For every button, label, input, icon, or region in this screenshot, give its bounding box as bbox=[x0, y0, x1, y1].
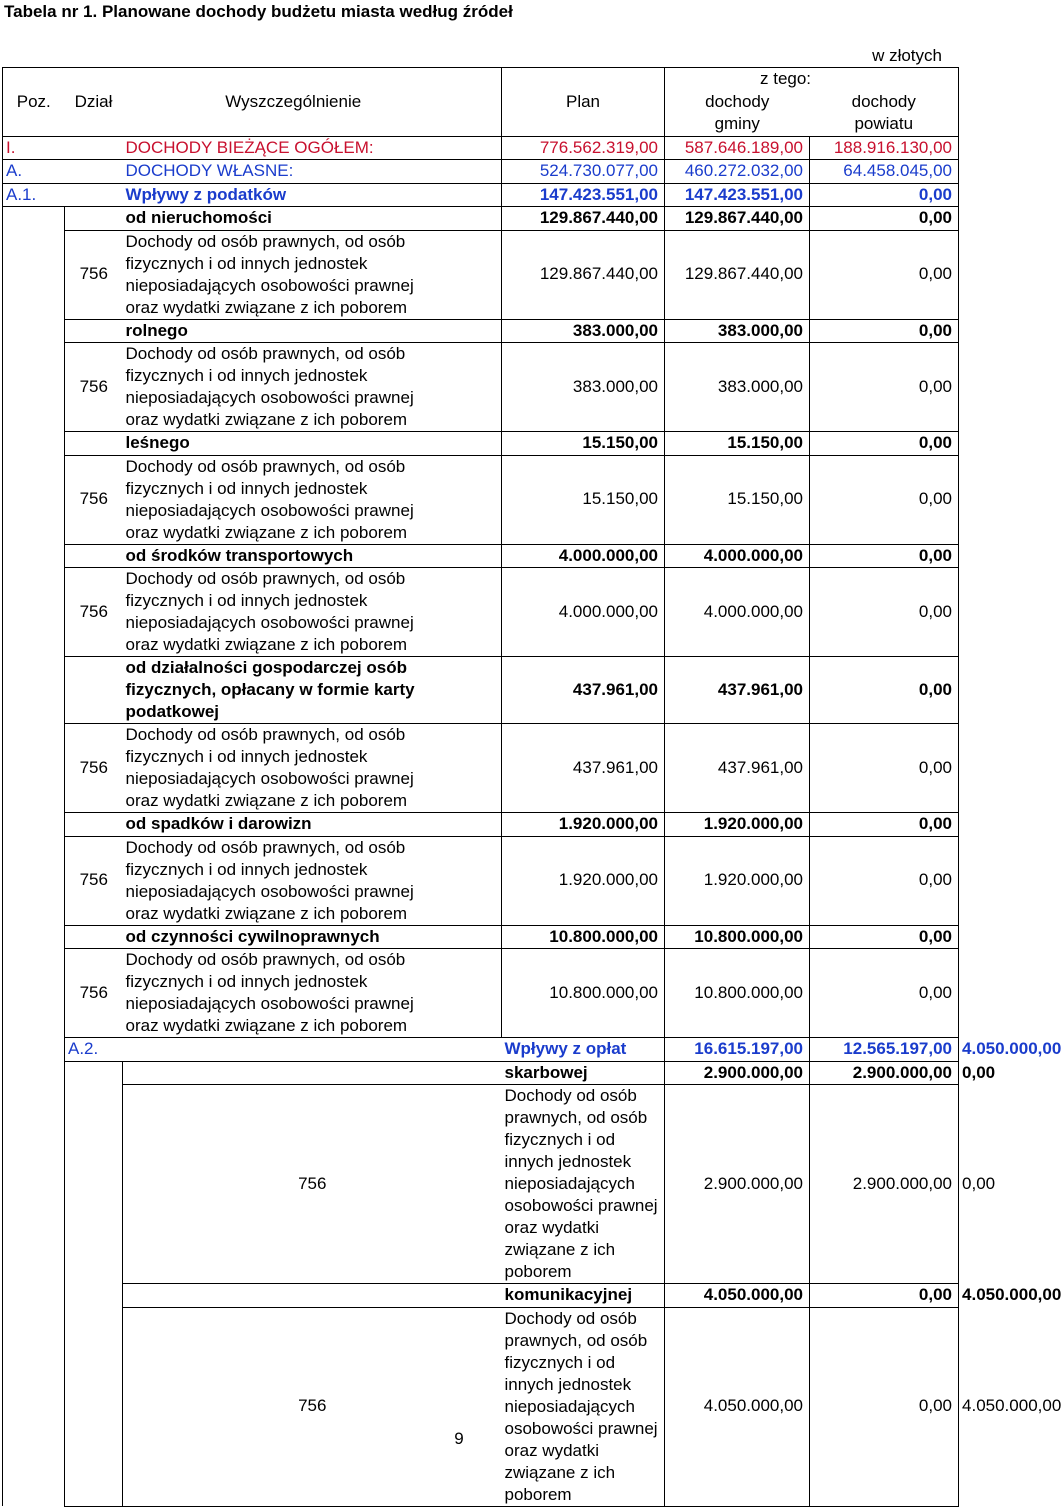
cell-powiatu: 0,00 bbox=[810, 544, 959, 568]
cell-gminy: 4.000.000,00 bbox=[665, 568, 810, 657]
cell-dzial: 756 bbox=[65, 343, 123, 432]
table-row bbox=[3, 432, 959, 456]
cell-gminy: 129.867.440,00 bbox=[665, 230, 810, 319]
table-row bbox=[3, 568, 959, 657]
cell-name: Wpływy z opłat bbox=[502, 1038, 665, 1062]
cell-name: DOCHODY WŁASNE: bbox=[123, 160, 502, 184]
cell-plan: 15.150,00 bbox=[502, 455, 665, 544]
header-row-1 bbox=[3, 68, 959, 91]
table-row bbox=[3, 160, 959, 184]
table-row bbox=[3, 836, 959, 925]
cell-desc: Dochody od osób prawnych, od osób fizycznych i od innych jednostek nieposiadających osobowości prawnej oraz wydatki związane z ich poborem bbox=[123, 568, 502, 657]
cell-dzial: 756 bbox=[65, 230, 123, 319]
cell-plan: 147.423.551,00 bbox=[502, 183, 665, 207]
header-gminy-2: gminy bbox=[665, 113, 810, 136]
cell-powiatu: 0,00 bbox=[810, 568, 959, 657]
cell-name: Wpływy z podatków bbox=[123, 183, 502, 207]
cell-poz: A. bbox=[3, 160, 65, 184]
cell-dzial: 756 bbox=[65, 455, 123, 544]
cell-plan: 4.050.000,00 bbox=[665, 1307, 810, 1506]
cell-powiatu: 0,00 bbox=[810, 207, 959, 231]
cell-dzial: 756 bbox=[65, 949, 123, 1038]
cell-plan: 10.800.000,00 bbox=[502, 949, 665, 1038]
cell-dzial: 756 bbox=[65, 836, 123, 925]
table-title: Tabela nr 1. Planowane dochody budżetu miasta według źródeł bbox=[4, 2, 513, 21]
header-plan: Plan bbox=[502, 91, 665, 114]
cell-plan: 437.961,00 bbox=[502, 724, 665, 813]
cell-gminy: 383.000,00 bbox=[665, 319, 810, 343]
cell-name: od działalności gospodarczej osób fizycznych, opłacany w formie karty podatkowej bbox=[123, 657, 502, 724]
page-number: 9 bbox=[454, 1429, 464, 1448]
cell-desc: Dochody od osób prawnych, od osób fizycznych i od innych jednostek nieposiadających osobowości prawnej oraz wydatki związane z ich poborem bbox=[123, 724, 502, 813]
cell-desc: Dochody od osób prawnych, od osób fizycznych i od innych jednostek nieposiadających osobowości prawnej oraz wydatki związane z ich poborem bbox=[123, 455, 502, 544]
cell-gminy: 2.900.000,00 bbox=[810, 1061, 959, 1085]
table-row bbox=[3, 230, 959, 319]
cell-powiatu: 0,00 bbox=[810, 319, 959, 343]
header-poz: Poz. bbox=[3, 91, 65, 114]
cell-gminy: 4.000.000,00 bbox=[665, 544, 810, 568]
unit-label: w złotych bbox=[872, 46, 942, 65]
cell-gminy: 587.646.189,00 bbox=[665, 136, 810, 160]
cell-powiatu: 0,00 bbox=[810, 949, 959, 1038]
header-powiatu-2: powiatu bbox=[810, 113, 959, 136]
table-row bbox=[3, 813, 959, 837]
cell-plan: 16.615.197,00 bbox=[665, 1038, 810, 1062]
header-z-tego: z tego: bbox=[665, 68, 959, 91]
cell-powiatu: 0,00 bbox=[810, 836, 959, 925]
cell-plan: 4.050.000,00 bbox=[665, 1284, 810, 1308]
cell-plan: 437.961,00 bbox=[502, 657, 665, 724]
cell-plan: 129.867.440,00 bbox=[502, 230, 665, 319]
cell-plan: 4.000.000,00 bbox=[502, 568, 665, 657]
cell-powiatu: 0,00 bbox=[810, 925, 959, 949]
table-row bbox=[3, 544, 959, 568]
header-dzial: Dział bbox=[74, 91, 113, 111]
cell-gminy: 460.272.032,00 bbox=[665, 160, 810, 184]
cell-name: rolnego bbox=[123, 319, 502, 343]
cell-plan: 10.800.000,00 bbox=[502, 925, 665, 949]
cell-plan: 776.562.319,00 bbox=[502, 136, 665, 160]
cell-plan: 2.900.000,00 bbox=[665, 1085, 810, 1284]
cell-poz: A.2. bbox=[65, 1038, 123, 1062]
cell-gminy: 2.900.000,00 bbox=[810, 1085, 959, 1284]
table-row bbox=[3, 949, 959, 1038]
cell-plan: 383.000,00 bbox=[502, 343, 665, 432]
cell-gminy: 0,00 bbox=[810, 1307, 959, 1506]
cell-gminy: 437.961,00 bbox=[665, 657, 810, 724]
cell-plan: 15.150,00 bbox=[502, 432, 665, 456]
table-row bbox=[3, 724, 959, 813]
cell-powiatu: 64.458.045,00 bbox=[810, 160, 959, 184]
cell-name: od spadków i darowizn bbox=[123, 813, 502, 837]
cell-gminy: 15.150,00 bbox=[665, 455, 810, 544]
header-powiatu-1: dochody bbox=[810, 91, 959, 114]
cell-powiatu: 0,00 bbox=[810, 455, 959, 544]
table-row bbox=[3, 925, 959, 949]
cell-plan: 383.000,00 bbox=[502, 319, 665, 343]
cell-name: skarbowej bbox=[502, 1061, 665, 1085]
cell-poz: A.1. bbox=[3, 183, 65, 207]
cell-desc: Dochody od osób prawnych, od osób fizycznych i od innych jednostek nieposiadających osobowości prawnej oraz wydatki związane z ich poborem bbox=[123, 836, 502, 925]
cell-powiatu: 0,00 bbox=[810, 724, 959, 813]
cell-name: od czynności cywilnoprawnych bbox=[123, 925, 502, 949]
cell-gminy: 383.000,00 bbox=[665, 343, 810, 432]
table-row: komunikacyjnej 4.050.000,00 0,00 4.050.000,00 bbox=[3, 1284, 959, 1308]
cell-plan: 2.900.000,00 bbox=[665, 1061, 810, 1085]
cell-gminy: 437.961,00 bbox=[665, 724, 810, 813]
cell-desc: Dochody od osób prawnych, od osób fizycznych i od innych jednostek nieposiadających osobowości prawnej oraz wydatki związane z ich poborem bbox=[123, 949, 502, 1038]
cell-dzial: 756 bbox=[123, 1085, 502, 1284]
header-wyszczegolnienie: Wyszczególnienie bbox=[225, 91, 362, 111]
cell-desc: Dochody od osób prawnych, od osób fizycznych i od innych jednostek nieposiadających osobowości prawnej oraz wydatki związane z ich poborem bbox=[123, 343, 502, 432]
cell-gminy: 15.150,00 bbox=[665, 432, 810, 456]
table-row: 756 Dochody od osób prawnych, od osób fizycznych i od innych jednostek nieposiadających osobowości prawnej oraz wydatki związane z ich poborem 2.900.000,00 2.900.000,00 0,00 bbox=[3, 1085, 959, 1284]
cell-plan: 1.920.000,00 bbox=[502, 813, 665, 837]
cell-gminy: 10.800.000,00 bbox=[665, 949, 810, 1038]
cell-gminy: 10.800.000,00 bbox=[665, 925, 810, 949]
cell-desc: Dochody od osób prawnych, od osób fizycznych i od innych jednostek nieposiadających osobowości prawnej oraz wydatki związane z ich poborem bbox=[502, 1085, 665, 1284]
cell-desc: Dochody od osób prawnych, od osób fizycznych i od innych jednostek nieposiadających osobowości prawnej oraz wydatki związane z ich poborem bbox=[123, 230, 502, 319]
table-row bbox=[3, 207, 959, 231]
table-row: skarbowej 2.900.000,00 2.900.000,00 0,00 bbox=[3, 1061, 959, 1085]
cell-gminy: 147.423.551,00 bbox=[665, 183, 810, 207]
cell-plan: 4.000.000,00 bbox=[502, 544, 665, 568]
cell-gminy: 0,00 bbox=[810, 1284, 959, 1308]
cell-powiatu: 0,00 bbox=[810, 230, 959, 319]
cell-gminy: 1.920.000,00 bbox=[665, 836, 810, 925]
cell-gminy: 1.920.000,00 bbox=[665, 813, 810, 837]
cell-powiatu: 0,00 bbox=[810, 657, 959, 724]
cell-name: od środków transportowych bbox=[123, 544, 502, 568]
cell-powiatu: 0,00 bbox=[810, 183, 959, 207]
cell-name: komunikacyjnej bbox=[502, 1284, 665, 1308]
cell-powiatu: 0,00 bbox=[810, 813, 959, 837]
cell-gminy: 129.867.440,00 bbox=[665, 207, 810, 231]
header-row-2 bbox=[3, 91, 959, 114]
cell-plan: 1.920.000,00 bbox=[502, 836, 665, 925]
table-row bbox=[3, 183, 959, 207]
cell-name: od nieruchomości bbox=[123, 207, 502, 231]
header-gminy-1: dochody bbox=[665, 91, 810, 114]
cell-desc: Dochody od osób prawnych, od osób fizycznych i od innych jednostek nieposiadających osobowości prawnej oraz wydatki związane z ich poborem bbox=[502, 1307, 665, 1506]
cell-gminy: 12.565.197,00 bbox=[810, 1038, 959, 1062]
table-row bbox=[3, 343, 959, 432]
cell-plan: 524.730.077,00 bbox=[502, 160, 665, 184]
cell-powiatu: 0,00 bbox=[810, 432, 959, 456]
table-row bbox=[3, 136, 959, 160]
cell-dzial: 756 bbox=[65, 568, 123, 657]
table-row bbox=[3, 455, 959, 544]
cell-poz: I. bbox=[3, 136, 65, 160]
cell-name: DOCHODY BIEŻĄCE OGÓŁEM: bbox=[123, 136, 502, 160]
header-row-3 bbox=[3, 113, 959, 136]
table-row bbox=[3, 657, 959, 724]
cell-name: leśnego bbox=[123, 432, 502, 456]
table-row bbox=[3, 319, 959, 343]
cell-powiatu: 0,00 bbox=[810, 343, 959, 432]
cell-powiatu: 188.916.130,00 bbox=[810, 136, 959, 160]
cell-dzial: 756 bbox=[123, 1307, 502, 1506]
cell-plan: 129.867.440,00 bbox=[502, 207, 665, 231]
revenue-table bbox=[2, 67, 1061, 1507]
cell-dzial: 756 bbox=[65, 724, 123, 813]
table-row: 756 Dochody od osób prawnych, od osób fizycznych i od innych jednostek nieposiadających osobowości prawnej oraz wydatki związane z ich poborem 4.050.000,00 0,00 4.050.000,00 bbox=[3, 1307, 959, 1506]
table-row: A.2. Wpływy z opłat 16.615.197,00 12.565.197,00 4.050.000,00 bbox=[3, 1038, 959, 1062]
